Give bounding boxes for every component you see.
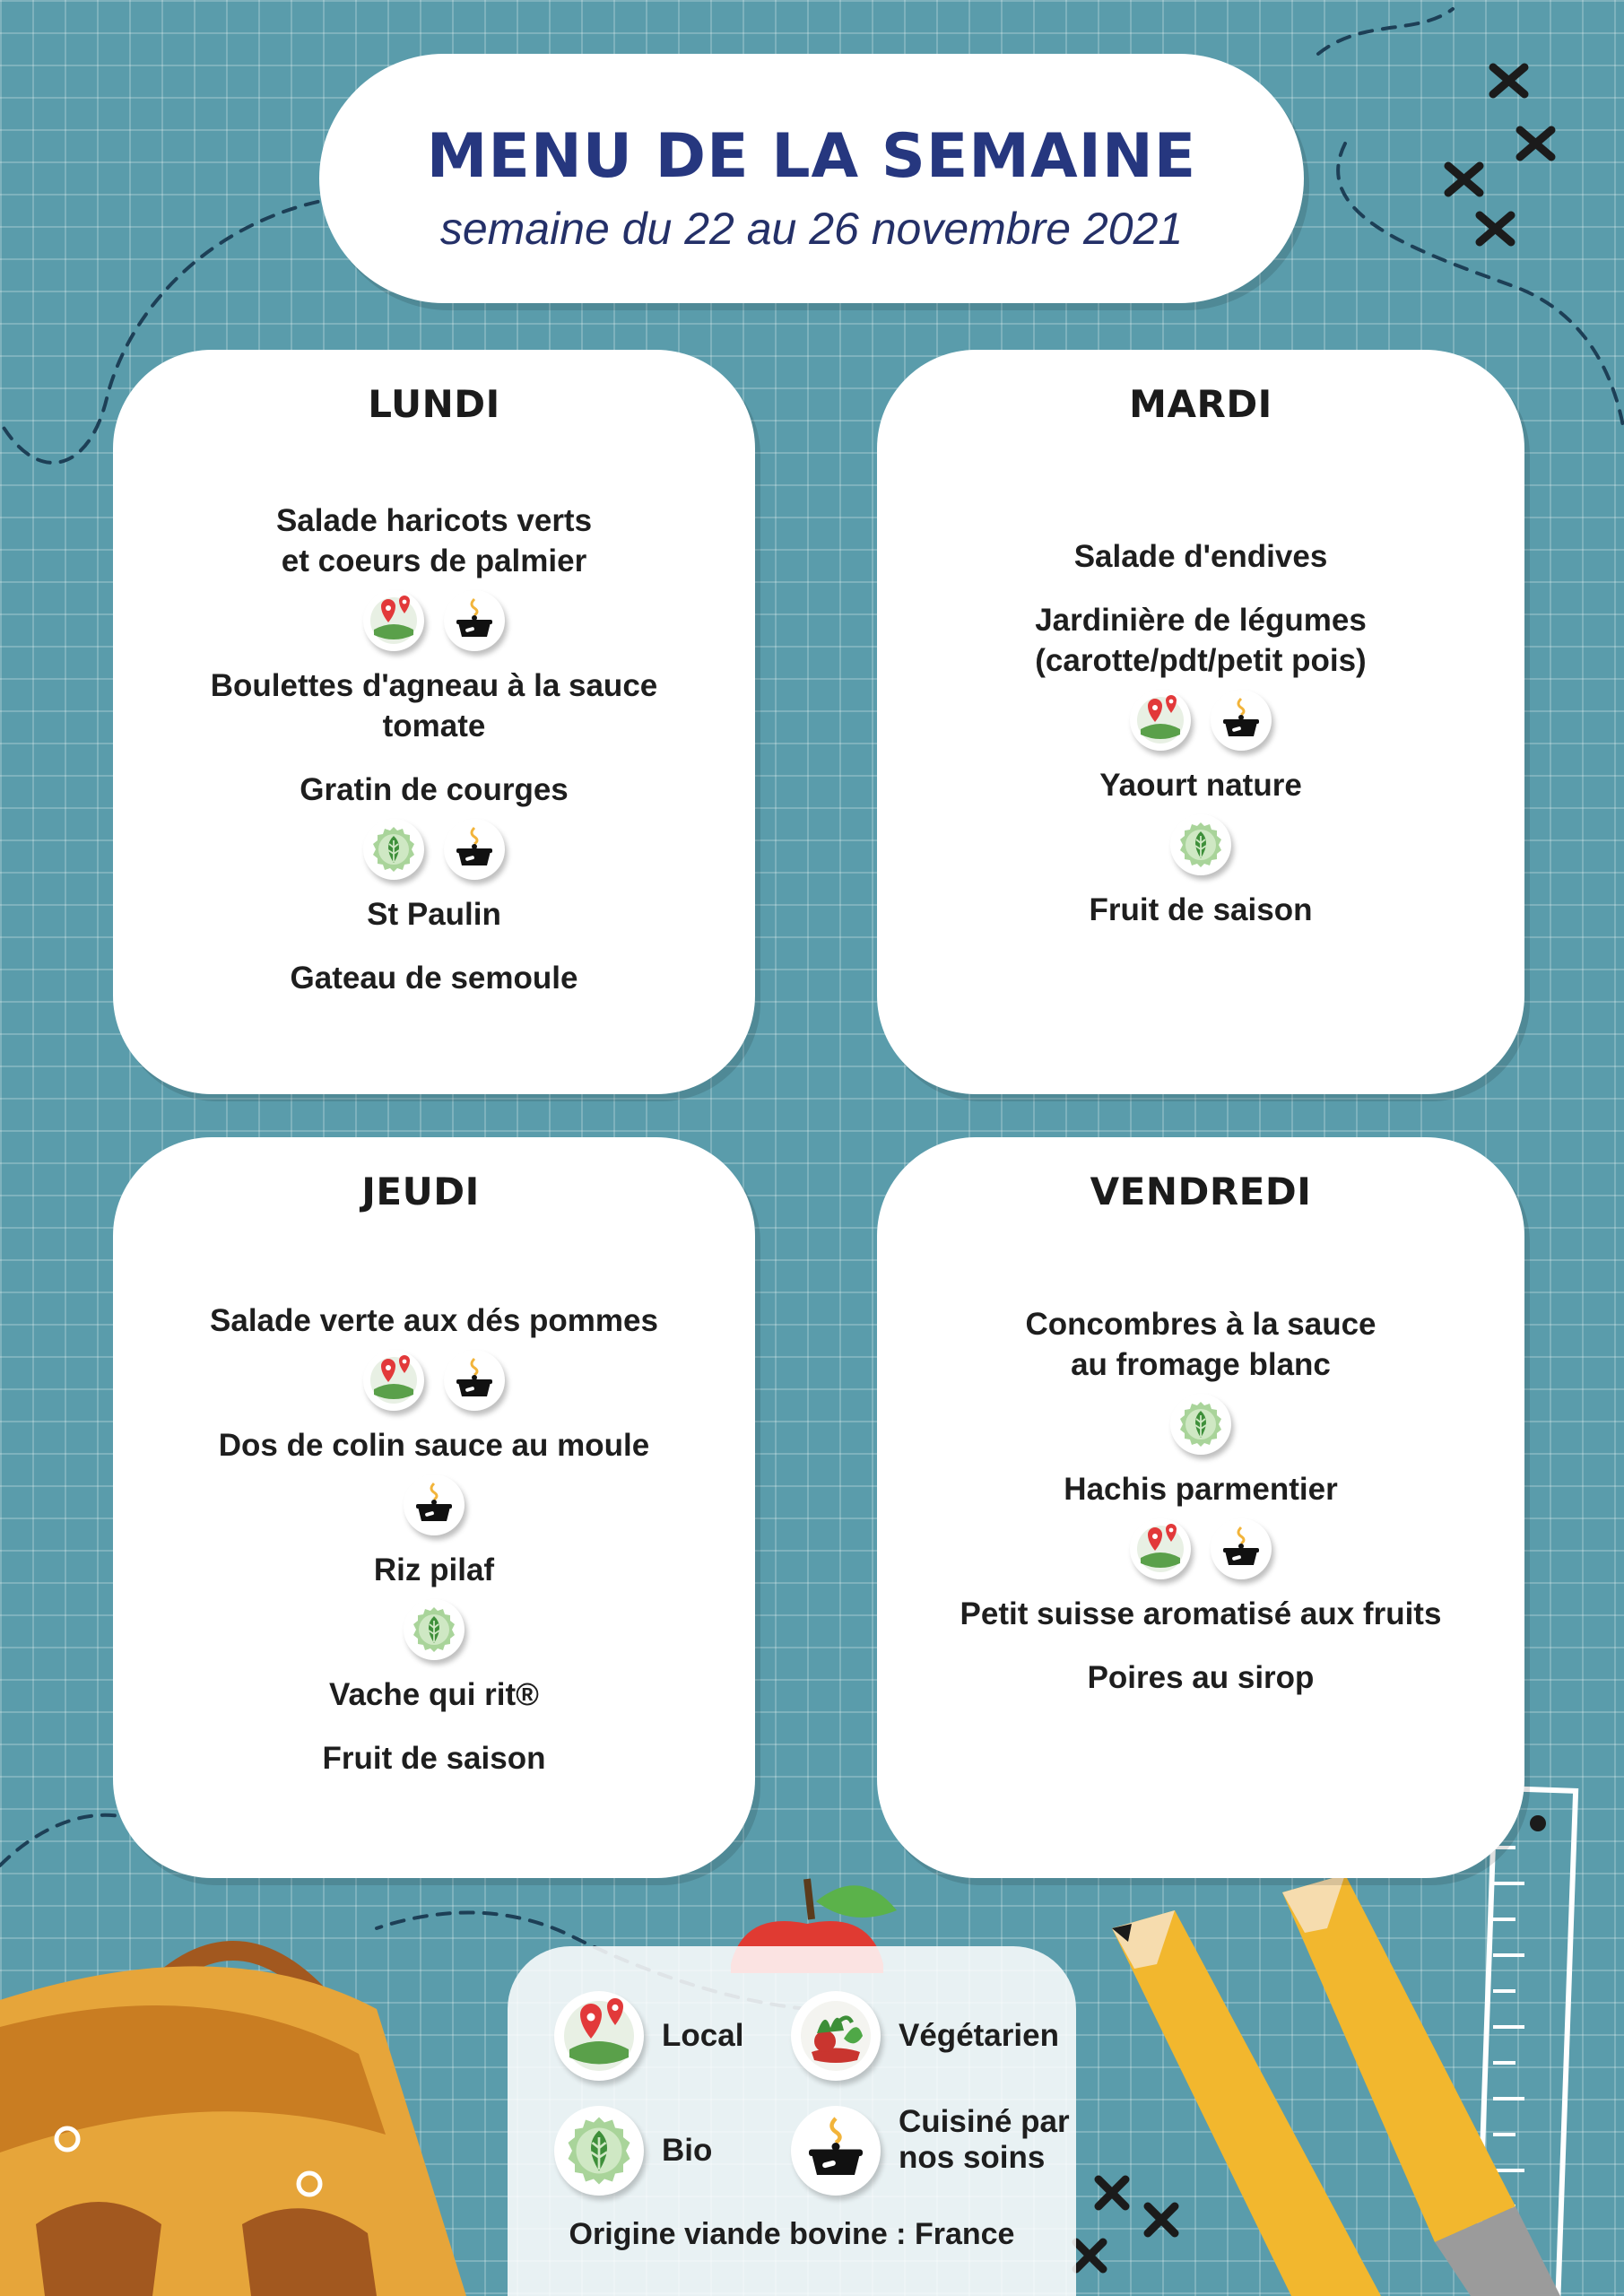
dish: Salade haricots verts et coeurs de palmier (275, 503, 593, 578)
cooking-pot-icon (444, 1350, 505, 1411)
x-mark (1076, 2242, 1103, 2269)
x-mark (1520, 130, 1551, 157)
dish: Yaourt nature (1099, 768, 1302, 803)
vegetables-icon (791, 1991, 881, 2081)
title-box (319, 54, 1304, 303)
dish: Concombres à la sauce au fromage blanc (1025, 1307, 1376, 1382)
x-mark (1099, 2179, 1125, 2206)
dish: Poires au sirop (1087, 1660, 1315, 1695)
dish-icons (895, 1518, 1507, 1583)
day-card-vendredi (877, 1137, 1524, 1878)
map-pin-local-icon (554, 1991, 644, 2081)
dish: Salade d'endives (1073, 539, 1328, 574)
dish: Hachis parmentier (1064, 1472, 1338, 1507)
dish: St Paulin (367, 897, 501, 932)
cooking-pot-icon (404, 1474, 465, 1535)
legend-label-local: Local (662, 2018, 744, 2053)
cooking-pot-icon (444, 819, 505, 880)
dish: Salade verte aux dés pommes (210, 1303, 658, 1338)
backpack-illustration (0, 1951, 466, 2296)
dish-icons (131, 590, 737, 655)
dish-icons (895, 690, 1507, 754)
dish: Dos de colin sauce au moule (218, 1428, 650, 1463)
day-title: MARDI (1129, 382, 1272, 426)
dish: Gateau de semoule (290, 961, 578, 996)
map-pin-local-icon (363, 590, 424, 651)
x-mark (1448, 166, 1480, 193)
dish-icons (895, 1394, 1507, 1458)
dish: Jardinière de légumes (carotte/pdt/petit pois) (1035, 603, 1367, 678)
legend-label-cuisine (899, 2104, 1070, 2176)
dish: Vache qui rit® (329, 1677, 539, 1712)
origin-note: Origine viande bovine : France (569, 2217, 1015, 2251)
cooking-pot-icon (1211, 1518, 1272, 1579)
cooking-pot-icon (1211, 690, 1272, 751)
cooking-pot-icon (791, 2106, 881, 2196)
legend-label-cuisine-line2: nos soins (899, 2140, 1046, 2175)
day-card-lundi (113, 350, 755, 1094)
cooking-pot-icon (444, 590, 505, 651)
dish: Riz pilaf (373, 1552, 495, 1587)
page-title: MENU DE LA SEMAINE (426, 121, 1197, 192)
dish-icons (131, 1599, 737, 1664)
x-mark (1480, 215, 1511, 242)
organic-leaf-icon (404, 1599, 465, 1660)
organic-leaf-icon (363, 819, 424, 880)
page-subtitle: semaine du 22 au 26 novembre 2021 (439, 204, 1184, 254)
organic-leaf-icon (1170, 1394, 1231, 1455)
organic-leaf-icon (554, 2106, 644, 2196)
day-card-mardi (877, 350, 1524, 1094)
dish: Petit suisse aromatisé aux fruits (960, 1596, 1442, 1631)
legend-label-cuisine-line1: Cuisiné par (899, 2104, 1070, 2139)
day-title: LUNDI (368, 382, 500, 426)
dish: Boulettes d'agneau à la sauce tomate (210, 668, 658, 744)
dish-icons (131, 1474, 737, 1539)
x-mark (1493, 67, 1524, 94)
day-title: VENDREDI (1090, 1170, 1312, 1213)
dashed-path-top-right (1318, 9, 1453, 54)
legend-label-vegetarien: Végétarien (899, 2018, 1059, 2053)
dish-icons (131, 1350, 737, 1414)
organic-leaf-icon (1170, 814, 1231, 875)
legend-label-bio: Bio (662, 2133, 713, 2168)
day-card-jeudi (113, 1137, 755, 1878)
dish: Gratin de courges (300, 772, 569, 807)
dish: Fruit de saison (1089, 892, 1313, 927)
x-mark (1148, 2206, 1175, 2233)
dish-icons (131, 819, 737, 883)
legend-panel (508, 1946, 1076, 2296)
map-pin-local-icon (363, 1350, 424, 1411)
dish: Fruit de saison (322, 1741, 546, 1776)
map-pin-local-icon (1130, 690, 1191, 751)
map-pin-local-icon (1130, 1518, 1191, 1579)
day-title: JEUDI (361, 1170, 480, 1213)
dish-icons (895, 814, 1507, 879)
